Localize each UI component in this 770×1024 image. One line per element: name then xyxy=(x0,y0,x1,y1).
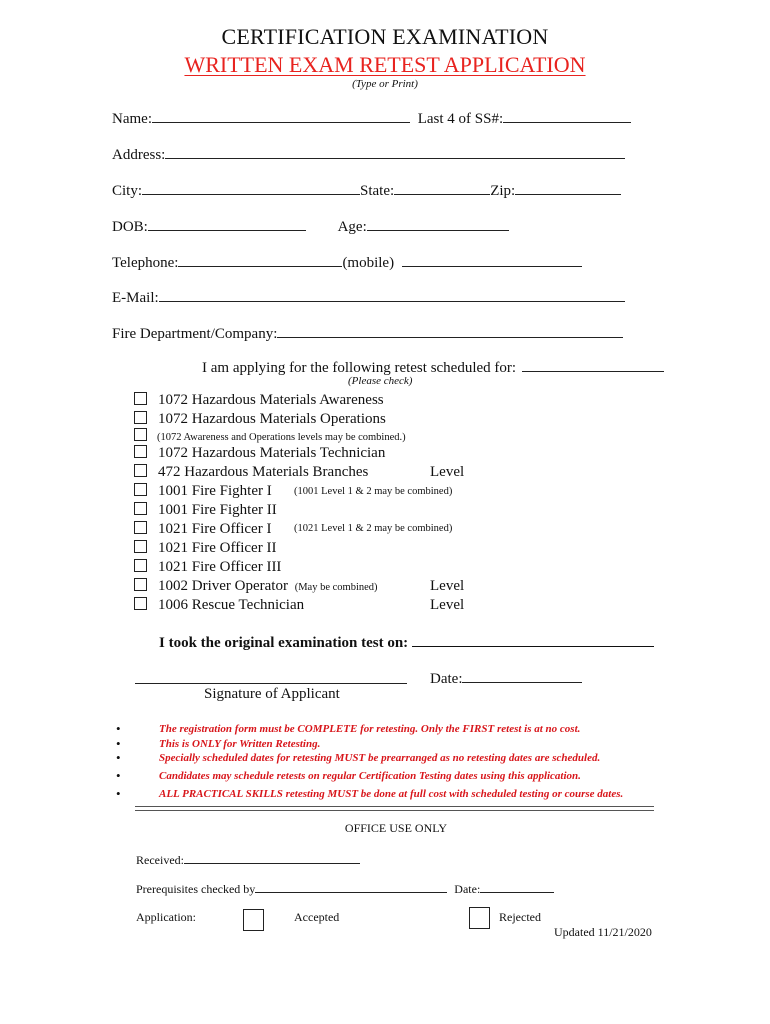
telephone-field[interactable] xyxy=(178,252,342,267)
prereq-label: Prerequisites checked by xyxy=(136,882,256,896)
signature-line[interactable] xyxy=(135,683,407,684)
ssn-label: Last 4 of SS#: xyxy=(417,111,504,127)
applying-label: I am applying for the following retest scheduled for: xyxy=(202,360,517,376)
checkbox[interactable] xyxy=(134,428,147,441)
option-label: 1072 Hazardous Materials Operations xyxy=(158,411,386,427)
received-row xyxy=(136,852,360,868)
received-field[interactable] xyxy=(184,852,360,864)
note-practical-skills: ALL PRACTICAL SKILLS retesting MUST be done at full cost with scheduled testing or course dates. xyxy=(159,788,624,800)
option-hazmat-awareness[interactable] xyxy=(134,391,384,409)
office-use-heading: OFFICE USE ONLY xyxy=(344,821,448,835)
signature-date-label: Date: xyxy=(430,671,463,687)
option-fire-officer-3[interactable] xyxy=(134,558,281,576)
original-exam-label: I took the original examination test on: xyxy=(159,635,409,651)
checkbox[interactable] xyxy=(134,411,147,424)
name-row xyxy=(112,108,631,128)
checkbox[interactable] xyxy=(134,445,147,458)
city-label: City: xyxy=(112,183,143,199)
checkbox[interactable] xyxy=(134,464,147,477)
accepted-checkbox[interactable] xyxy=(243,909,264,931)
fire-dept-label: Fire Department/Company: xyxy=(112,326,278,342)
option-hazmat-operations[interactable] xyxy=(134,410,386,428)
zip-field[interactable] xyxy=(515,180,621,195)
name-label: Name: xyxy=(112,111,152,127)
rejected-label: Rejected xyxy=(499,910,541,924)
telephone-label: Telephone: xyxy=(112,255,179,271)
fo-combined-note: (1021 Level 1 & 2 may be combined) xyxy=(294,523,453,534)
state-field[interactable] xyxy=(394,180,490,195)
fire-dept-field[interactable] xyxy=(277,323,623,338)
telephone-row xyxy=(112,252,582,272)
state-label: State: xyxy=(360,183,395,199)
option-hazmat-technician[interactable] xyxy=(134,444,385,462)
checkbox[interactable] xyxy=(134,521,147,534)
checkbox[interactable] xyxy=(134,502,147,515)
option-label: 1001 Fire Fighter II xyxy=(158,502,277,518)
dob-row xyxy=(112,216,509,236)
driver-combined-note: (May be combined) xyxy=(294,582,378,593)
original-exam-row xyxy=(159,632,654,652)
name-field[interactable] xyxy=(152,108,410,123)
checkbox[interactable] xyxy=(134,483,147,496)
checkbox[interactable] xyxy=(134,392,147,405)
signature-label: Signature of Applicant xyxy=(204,686,340,702)
prereq-field[interactable] xyxy=(255,881,447,893)
checkbox[interactable] xyxy=(134,597,147,610)
checkbox[interactable] xyxy=(134,540,147,553)
email-label: E-Mail: xyxy=(112,290,159,306)
option-fire-fighter-1[interactable] xyxy=(134,482,272,500)
ssn-field[interactable] xyxy=(503,108,631,123)
address-label: Address: xyxy=(112,147,166,163)
form-subtitle: WRITTEN EXAM RETEST APPLICATION xyxy=(184,52,586,77)
address-row xyxy=(112,144,625,164)
option-label: 1021 Fire Officer I xyxy=(158,521,272,537)
accepted-label: Accepted xyxy=(294,910,340,924)
option-label: 1072 Hazardous Materials Technician xyxy=(158,445,386,461)
applying-row xyxy=(202,357,664,377)
address-field[interactable] xyxy=(165,144,625,159)
dob-label: DOB: xyxy=(112,219,148,235)
option-label: (1072 Awareness and Operations levels may be combined.) xyxy=(157,432,406,443)
option-driver-operator[interactable] xyxy=(134,577,378,597)
option-label: 1002 Driver Operator xyxy=(158,578,288,594)
checkbox[interactable] xyxy=(134,578,147,591)
signature-date-field[interactable] xyxy=(462,668,582,683)
original-exam-field[interactable] xyxy=(412,632,654,647)
rejected-checkbox[interactable] xyxy=(469,907,490,929)
option-label: 472 Hazardous Materials Branches xyxy=(158,464,369,480)
note-regular-dates: Candidates may schedule retests on regular Certification Testing dates using this application. xyxy=(159,770,581,782)
application-label: Application: xyxy=(136,910,196,924)
checkbox[interactable] xyxy=(134,559,147,572)
option-label: 1006 Rescue Technician xyxy=(158,597,305,613)
zip-label: Zip: xyxy=(490,183,516,199)
email-row xyxy=(112,287,625,307)
received-label: Received: xyxy=(136,853,184,867)
updated-date: Updated 11/21/2020 xyxy=(554,925,652,939)
city-field[interactable] xyxy=(142,180,360,195)
email-field[interactable] xyxy=(159,287,625,302)
age-field[interactable] xyxy=(367,216,509,231)
option-fire-fighter-2[interactable] xyxy=(134,501,277,519)
mobile-label: (mobile) xyxy=(342,255,395,271)
dob-field[interactable] xyxy=(148,216,306,231)
level-label: Level xyxy=(430,597,465,613)
type-or-print-note: (Type or Print) xyxy=(352,78,418,90)
mobile-field[interactable] xyxy=(402,252,582,267)
city-row xyxy=(112,180,621,200)
option-rescue-technician[interactable] xyxy=(134,596,304,614)
prereq-row xyxy=(136,881,554,897)
option-hazmat-branches[interactable] xyxy=(134,463,368,481)
signature-date-row xyxy=(430,668,582,688)
option-label: 1072 Hazardous Materials Awareness xyxy=(158,392,384,408)
bullet-icon: • xyxy=(116,768,121,783)
option-fire-officer-2[interactable] xyxy=(134,539,276,557)
office-date-label: Date: xyxy=(454,882,481,896)
ff-combined-note: (1001 Level 1 & 2 may be combined) xyxy=(294,486,453,497)
separator-line xyxy=(135,806,654,811)
bullet-icon: • xyxy=(116,786,121,801)
please-check-note: (Please check) xyxy=(348,375,413,387)
age-label: Age: xyxy=(337,219,367,235)
option-label: 1021 Fire Officer III xyxy=(158,559,282,575)
form-title: CERTIFICATION EXAMINATION xyxy=(221,24,549,49)
office-date-field[interactable] xyxy=(480,881,554,893)
option-label: 1021 Fire Officer II xyxy=(158,540,277,556)
fire-dept-row xyxy=(112,323,623,343)
level-label: Level xyxy=(430,464,465,480)
note-complete: The registration form must be COMPLETE for retesting. Only the FIRST retest is at no cost. xyxy=(159,723,581,735)
retest-date-field[interactable] xyxy=(522,357,664,372)
note-prearranged: Specially scheduled dates for retesting MUST be prearranged as no retesting dates are scheduled. xyxy=(159,752,601,764)
bullet-icon: • xyxy=(116,736,121,751)
note-written-only: This is ONLY for Written Retesting. xyxy=(159,738,321,750)
option-fire-officer-1[interactable] xyxy=(134,520,271,538)
bullet-icon: • xyxy=(116,750,121,765)
option-label: 1001 Fire Fighter I xyxy=(158,483,272,499)
bullet-icon: • xyxy=(116,721,121,736)
level-label: Level xyxy=(430,578,465,594)
